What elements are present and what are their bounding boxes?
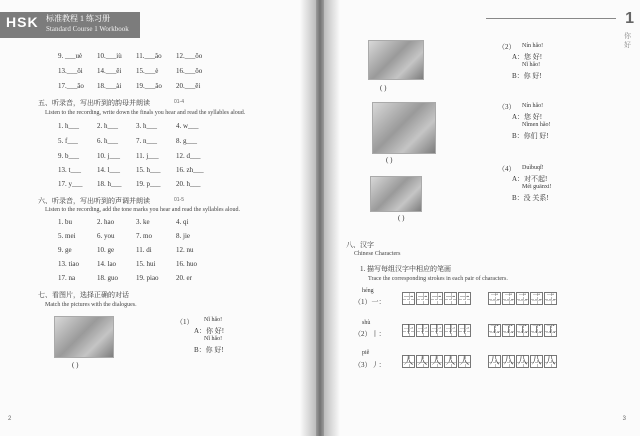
header-title-zh: 标准教程 1 练习册 bbox=[46, 14, 110, 23]
trace-cell[interactable]: 十 bbox=[403, 325, 414, 336]
dialogue-number: （4） bbox=[498, 165, 516, 173]
exercise-item: 12. d___ bbox=[176, 152, 201, 160]
exercise-item: 16. zh___ bbox=[176, 166, 204, 174]
dialogue-line: A：您 好! bbox=[512, 53, 543, 61]
audio-track-label: 01-4 bbox=[174, 99, 185, 105]
trace-cell[interactable]: 二 bbox=[503, 293, 514, 304]
dialogue-line: B：没 关系! bbox=[512, 194, 549, 202]
exercise-item: 17. na bbox=[58, 274, 76, 282]
exercise-item: 12.___ǒo bbox=[176, 52, 203, 60]
exercise-item: 10.___iù bbox=[97, 52, 122, 60]
exercise-item: 19.___ǎo bbox=[136, 82, 162, 90]
exercise-item: 18. h___ bbox=[97, 180, 122, 188]
trace-cell[interactable]: 一 bbox=[431, 293, 442, 304]
section-7-title: 七、看图片，选择正确的对话 bbox=[38, 291, 129, 299]
stroke-label: （2）丨： bbox=[354, 330, 386, 338]
exercise-item: 11.___ǎo bbox=[136, 52, 162, 60]
exercise-item: 17.___āo bbox=[58, 82, 84, 90]
answer-blank[interactable]: ( ) bbox=[72, 361, 79, 369]
exercise-item: 15.___è bbox=[136, 67, 159, 75]
trace-cell[interactable]: 工 bbox=[489, 325, 500, 336]
trace-cell[interactable]: 八 bbox=[503, 356, 514, 367]
exercise-item: 7. mo bbox=[136, 232, 152, 240]
dialogue-number: （3） bbox=[498, 103, 516, 111]
exercise-item: 18.___ài bbox=[97, 82, 122, 90]
exercise-item: 5. mei bbox=[58, 232, 76, 240]
section-7-instruction: Match the pictures with the dialogues. bbox=[45, 302, 137, 308]
trace-cell[interactable]: 一 bbox=[445, 293, 456, 304]
dialogue-pinyin: Nín hǎo! bbox=[522, 103, 544, 109]
dialogue-number: （1） bbox=[176, 318, 194, 326]
section-6-title: 六、听录音，写出听到的声调并朗读 bbox=[38, 197, 150, 205]
exercise-item: 9. ___uè bbox=[58, 52, 83, 60]
exercise-item: 9. b___ bbox=[58, 152, 79, 160]
exercise-item: 8. g___ bbox=[176, 137, 197, 145]
trace-cell[interactable]: 二 bbox=[517, 293, 528, 304]
page-number: 3 bbox=[622, 416, 626, 422]
exercise-item: 2. hao bbox=[97, 218, 115, 226]
exercise-item: 8. jie bbox=[176, 232, 190, 240]
exercise-item: 4. w___ bbox=[176, 122, 199, 130]
exercise-item: 20. h___ bbox=[176, 180, 201, 188]
section-8-item: 1. 描写每组汉字中相应的笔画 bbox=[360, 265, 451, 273]
photo-handshake bbox=[54, 316, 114, 358]
trace-cell[interactable]: 十 bbox=[431, 325, 442, 336]
left-page bbox=[0, 0, 316, 436]
exercise-item: 1. h___ bbox=[58, 122, 79, 130]
exercise-item: 14. l___ bbox=[97, 166, 120, 174]
exercise-item: 2. h___ bbox=[97, 122, 118, 130]
section-5-title: 五、听录音，写出听到的韵母并朗读 bbox=[38, 99, 150, 107]
answer-blank[interactable]: ( ) bbox=[380, 84, 387, 92]
dialogue-pinyin: Nǐ hǎo! bbox=[522, 62, 541, 68]
section-8-subtitle: Chinese Characters bbox=[354, 251, 401, 257]
trace-cell[interactable]: 工 bbox=[517, 325, 528, 336]
dialogue-pinyin: Nǐ hǎo! bbox=[204, 336, 223, 342]
dialogue-line: B：你 好! bbox=[194, 346, 224, 354]
trace-cell[interactable]: 人 bbox=[459, 356, 470, 367]
dialogue-number: （2） bbox=[498, 43, 516, 51]
character-practice-grid bbox=[488, 324, 558, 337]
exercise-item: 20. er bbox=[176, 274, 192, 282]
exercise-item: 9. ge bbox=[58, 246, 72, 254]
exercise-item: 14.___ěi bbox=[97, 67, 122, 75]
trace-cell[interactable]: 八 bbox=[489, 356, 500, 367]
exercise-item: 6. h___ bbox=[97, 137, 118, 145]
dialogue-pinyin: Nǐ hǎo! bbox=[204, 317, 223, 323]
dialogue-line: B：你们 好! bbox=[512, 132, 549, 140]
hsk-logo: HSK bbox=[6, 14, 39, 30]
trace-cell[interactable]: 人 bbox=[431, 356, 442, 367]
exercise-item: 13. tiao bbox=[58, 260, 79, 268]
exercise-item: 19. piao bbox=[136, 274, 159, 282]
exercise-item: 6. you bbox=[97, 232, 115, 240]
character-practice-grid bbox=[488, 292, 558, 305]
stroke-label: （1）一： bbox=[354, 298, 386, 306]
exercise-item: 1. bu bbox=[58, 218, 72, 226]
answer-blank[interactable]: ( ) bbox=[386, 156, 393, 164]
stroke-pinyin: héng bbox=[362, 288, 374, 294]
stroke-pinyin: piě bbox=[362, 350, 370, 356]
exercise-item: 18. guo bbox=[97, 274, 118, 282]
exercise-item: 3. h___ bbox=[136, 122, 157, 130]
trace-cell[interactable]: 八 bbox=[531, 356, 542, 367]
exercise-item: 13. t___ bbox=[58, 166, 81, 174]
right-page bbox=[324, 0, 640, 436]
dialogue-pinyin: Nǐmen hǎo! bbox=[522, 122, 551, 128]
photo-classroom bbox=[370, 176, 422, 212]
exercise-item: 14. lao bbox=[97, 260, 117, 268]
dialogue-line: A：对不起! bbox=[512, 175, 548, 183]
photo-elderly-greeting bbox=[368, 40, 424, 80]
exercise-item: 16. huo bbox=[176, 260, 197, 268]
stroke-practice-grid bbox=[402, 292, 472, 305]
stroke-practice-grid bbox=[402, 355, 472, 368]
exercise-item: 10. j___ bbox=[97, 152, 120, 160]
dialogue-pinyin: Nín hǎo! bbox=[522, 43, 544, 49]
exercise-item: 16.___ǒo bbox=[176, 67, 203, 75]
trace-cell[interactable]: 八 bbox=[545, 356, 556, 367]
trace-cell[interactable]: 工 bbox=[503, 325, 514, 336]
stroke-label: （3）丿： bbox=[354, 361, 386, 369]
photo-business-handshake bbox=[372, 102, 436, 154]
exercise-item: 20.___ēi bbox=[176, 82, 201, 90]
exercise-item: 17. y___ bbox=[58, 180, 83, 188]
dialogue-line: A：您 好! bbox=[512, 113, 543, 121]
exercise-item: 13.___ǒi bbox=[58, 67, 83, 75]
book-gutter-shadow bbox=[300, 0, 340, 436]
exercise-item: 12. nu bbox=[176, 246, 194, 254]
trace-cell[interactable]: 一 bbox=[459, 293, 470, 304]
dialogue-pinyin: Duìbuqǐ! bbox=[522, 165, 544, 171]
exercise-item: 4. qi bbox=[176, 218, 189, 226]
trace-cell[interactable]: 八 bbox=[517, 356, 528, 367]
trace-cell[interactable]: 十 bbox=[445, 325, 456, 336]
page-number: 2 bbox=[8, 416, 12, 422]
exercise-item: 19. p___ bbox=[136, 180, 161, 188]
stroke-practice-grid bbox=[402, 324, 472, 337]
lesson-title-vertical: 你好 bbox=[624, 32, 631, 49]
character-practice-grid bbox=[488, 355, 558, 368]
section-8-title: 八、汉字 bbox=[346, 241, 374, 249]
exercise-item: 3. ke bbox=[136, 218, 150, 226]
trace-cell[interactable]: 一 bbox=[417, 293, 428, 304]
exercise-item: 15. hui bbox=[136, 260, 156, 268]
lesson-number: 1 bbox=[625, 10, 634, 27]
section-5-instruction: Listen to the recording, write down the finals you hear and read the syllables aloud. bbox=[45, 110, 246, 116]
trace-cell[interactable]: 十 bbox=[459, 325, 470, 336]
dialogue-line: B：你 好! bbox=[512, 72, 542, 80]
trace-cell[interactable]: 工 bbox=[545, 325, 556, 336]
exercise-item: 15. h___ bbox=[136, 166, 161, 174]
exercise-item: 11. di bbox=[136, 246, 152, 254]
answer-blank[interactable]: ( ) bbox=[398, 214, 405, 222]
header-title-en: Standard Course 1 Workbook bbox=[46, 25, 129, 33]
section-6-instruction: Listen to the recording, add the tone marks you hear and read the syllables aloud. bbox=[45, 207, 240, 213]
header-rule bbox=[486, 18, 616, 19]
trace-cell[interactable]: 一 bbox=[403, 293, 414, 304]
exercise-item: 11. j___ bbox=[136, 152, 159, 160]
section-8-instruction: Trace the corresponding strokes in each pair of characters. bbox=[368, 276, 508, 282]
stroke-pinyin: shù bbox=[362, 320, 371, 326]
exercise-item: 10. ge bbox=[97, 246, 115, 254]
dialogue-line: A：你 好! bbox=[194, 327, 225, 335]
trace-cell[interactable]: 二 bbox=[489, 293, 500, 304]
trace-cell[interactable]: 人 bbox=[445, 356, 456, 367]
exercise-item: 5. f___ bbox=[58, 137, 78, 145]
trace-cell[interactable]: 人 bbox=[417, 356, 428, 367]
trace-cell[interactable]: 十 bbox=[417, 325, 428, 336]
trace-cell[interactable]: 人 bbox=[403, 356, 414, 367]
dialogue-pinyin: Méi guānxi! bbox=[522, 184, 552, 190]
trace-cell[interactable]: 二 bbox=[545, 293, 556, 304]
audio-track-label: 01-5 bbox=[174, 197, 185, 203]
exercise-item: 7. n___ bbox=[136, 137, 157, 145]
trace-cell[interactable]: 二 bbox=[531, 293, 542, 304]
trace-cell[interactable]: 工 bbox=[531, 325, 542, 336]
